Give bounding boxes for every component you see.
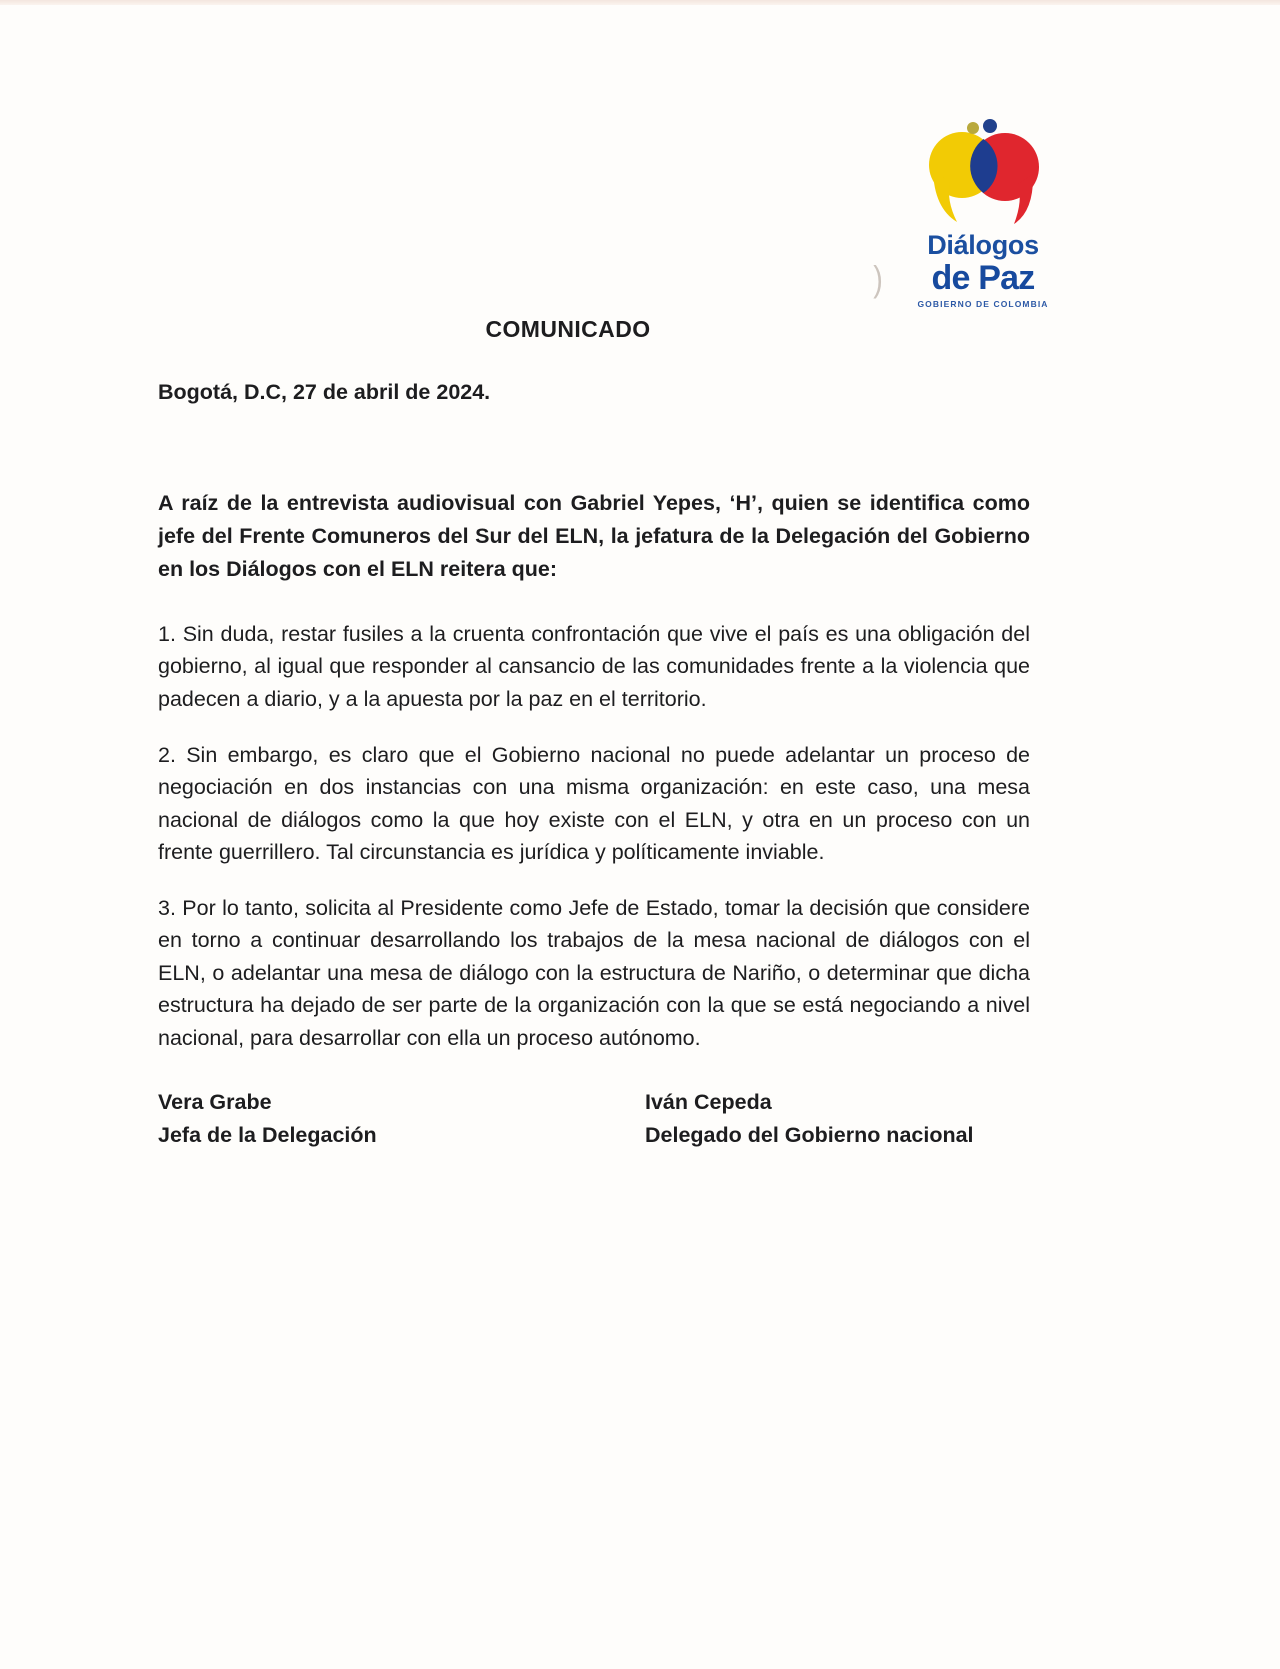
- dialogos-de-paz-logo: [916, 118, 1050, 309]
- quote-dot-right: [983, 119, 997, 133]
- signer-name: Iván Cepeda: [645, 1090, 772, 1114]
- numbered-paragraph-3: 3. Por lo tanto, solicita al Presidente como Jefe de Estado, tomar la decisión que considere en torno a continuar desarrollando los trabajos de la mesa nacional de diálogos con el ELN, o adelantar una mesa de diálogo con la estructura de Nariño, o determinar que dicha estructura ha dejado de ser parte de la organización con la que se está negociando a nivel nacional, para desarrollar con ella un proceso autónomo.: [158, 895, 1030, 1050]
- signature-block: [158, 1086, 1058, 1152]
- scan-top-edge: [0, 0, 1280, 5]
- logo-wordmark-line1: Diálogos: [927, 230, 1039, 260]
- logo-wordmark-line2: de Paz: [931, 259, 1035, 297]
- peace-dialogues-speech-bubbles-icon: [920, 118, 1046, 226]
- document-title: COMUNICADO: [485, 316, 651, 342]
- logo-subtitle: GOBIERNO DE COLOMBIA: [917, 299, 1049, 309]
- dateline: Bogotá, D.C, 27 de abril de 2024.: [158, 380, 491, 404]
- numbered-paragraph-1: 1. Sin duda, restar fusiles a la cruenta confrontación que vive el país es una obligación del gobierno, al igual que responder al cansancio de las comunidades frente a la violencia que padecen a diario, y a la apuesta por la paz en el territorio.: [158, 621, 1030, 711]
- scan-artifact-mark: ): [873, 258, 883, 299]
- intro-paragraph: A raíz de la entrevista audiovisual con Gabriel Yepes, ‘H’, quien se identifica como jefe del Frente Comuneros del Sur del ELN, la jefatura de la Delegación del Gobierno en los Diálogos con el ELN reitera que:: [158, 490, 1030, 581]
- signer-title: Delegado del Gobierno nacional: [645, 1123, 974, 1147]
- signer-title: Jefa de la Delegación: [158, 1123, 377, 1147]
- signer-name: Vera Grabe: [158, 1090, 272, 1114]
- numbered-paragraph-2: 2. Sin embargo, es claro que el Gobierno nacional no puede adelantar un proceso de negociación en dos instancias con una misma organización: en este caso, una mesa nacional de diálogos como la que hoy existe con el ELN, y otra en un proceso con un frente guerrillero. Tal circunstancia es jurídica y políticamente inviable.: [158, 742, 1030, 864]
- signature-left: [158, 1086, 645, 1152]
- quote-dot-left: [967, 122, 979, 134]
- signature-right: [645, 1086, 1045, 1152]
